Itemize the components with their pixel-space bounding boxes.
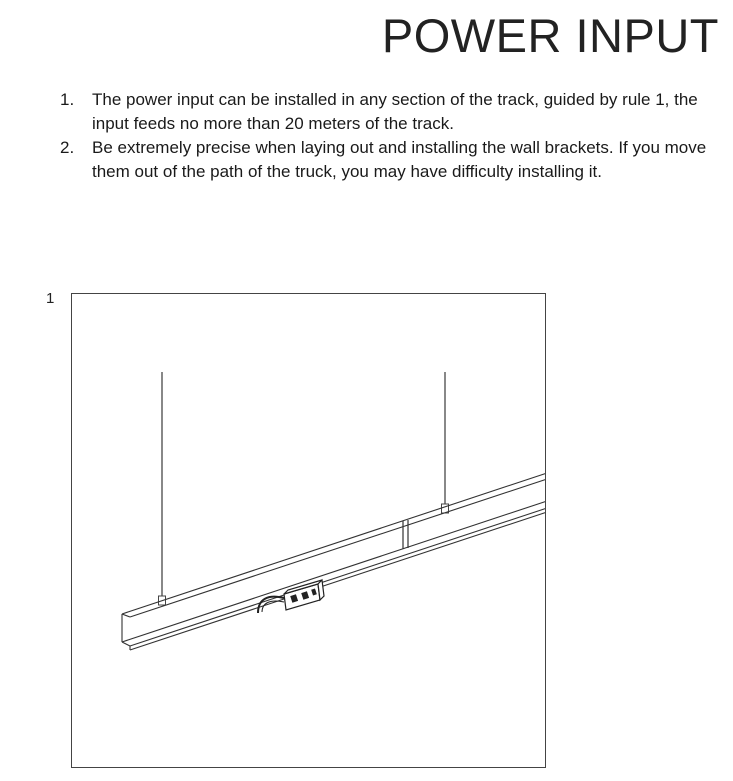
power-input-connector xyxy=(258,580,324,613)
instruction-item xyxy=(60,136,720,184)
instruction-number: 1. xyxy=(60,90,75,109)
track-illustration xyxy=(72,294,546,768)
instruction-number: 2. xyxy=(60,138,75,157)
instruction-text: The power input can be installed in any section of the track, guided by rule 1, the input feeds no more than 20 meters of the track. xyxy=(92,90,698,133)
instruction-list xyxy=(60,88,720,184)
figure-frame xyxy=(71,293,546,768)
instruction-item xyxy=(60,88,720,136)
track-profile xyxy=(122,473,546,650)
page-title: POWER INPUT xyxy=(381,9,719,62)
figure-number: 1 xyxy=(46,290,55,307)
instruction-text: Be extremely precise when laying out and installing the wall brackets. If you move them out of the path of the truck, you may have difficulty installing it. xyxy=(92,138,707,181)
